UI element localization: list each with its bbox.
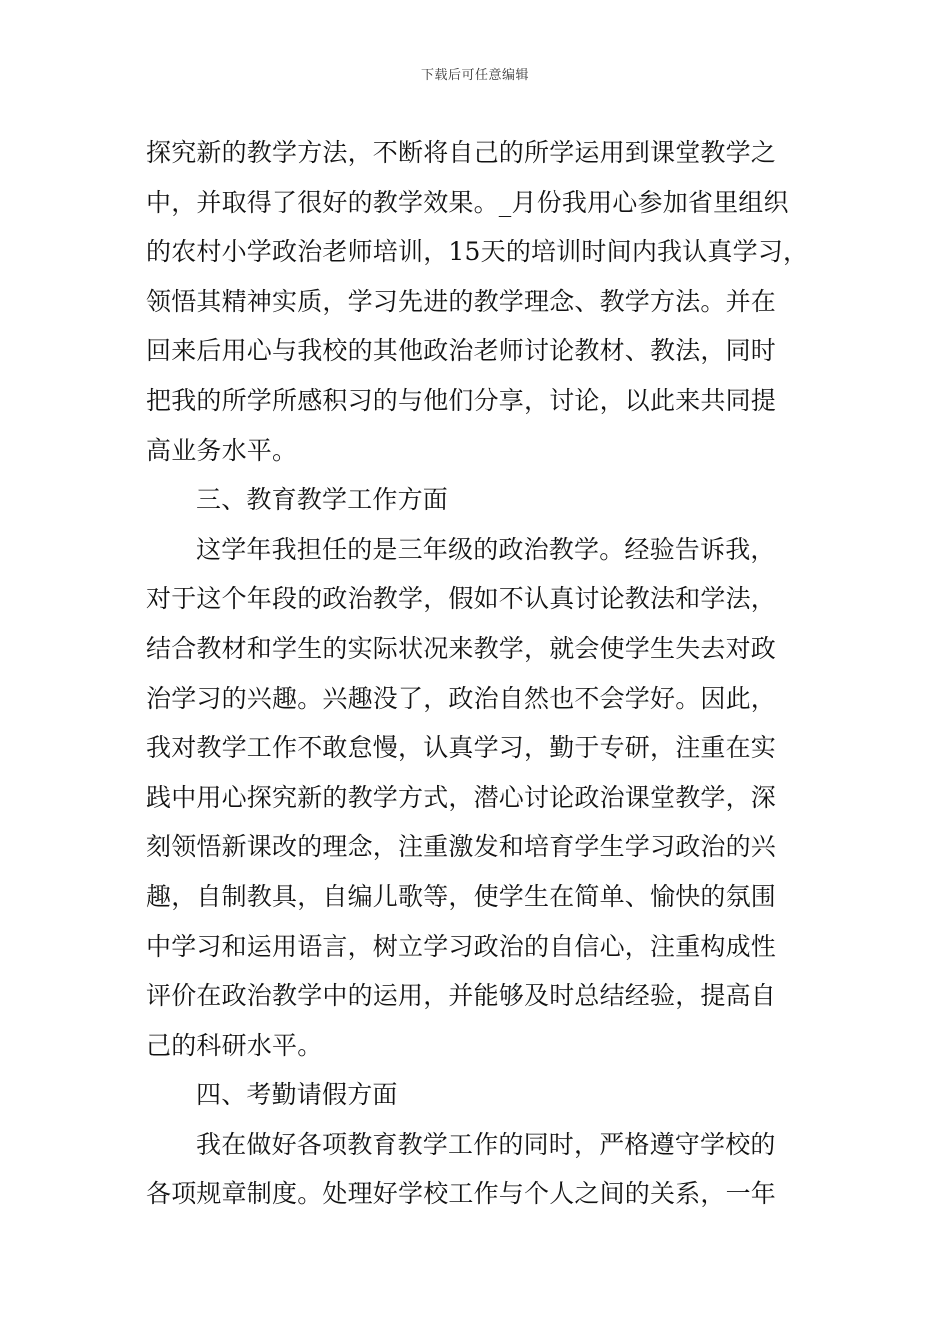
text-line: 各项规章制度。处理好学校工作与个人之间的关系，一年 [146, 1179, 777, 1209]
text-line: 我对教学工作不敢怠慢，认真学习，勤于专研，注重在实 [146, 733, 777, 763]
text-line: 探究新的教学方法，不断将自己的所学运用到课堂教学之 [146, 138, 777, 167]
text-line: 三、教育教学工作方面 [196, 485, 449, 515]
text-line: 中学习和运用语言，树立学习政治的自信心，注重构成性 [146, 931, 777, 961]
text-line: 中，并取得了很好的教学效果。_月份我用心参加省里组织 [146, 187, 789, 217]
text-line: 结合教材和学生的实际状况来教学，就会使学生失去对政 [146, 633, 777, 663]
text-line: 回来后用心与我校的其他政治老师讨论教材、教法，同时 [146, 336, 777, 366]
text-line: 四、考勤请假方面 [196, 1080, 398, 1110]
text-line: 己的科研水平。 [146, 1030, 323, 1060]
text-line: 刻领悟新课改的理念，注重激发和培育学生学习政治的兴 [146, 832, 777, 862]
text-line: 践中用心探究新的教学方式，潜心讨论政治课堂教学，深 [146, 782, 777, 812]
text-line: 高业务水平。 [146, 435, 298, 465]
text-line: 对于这个年段的政治教学，假如不认真讨论教法和学法， [146, 584, 777, 614]
text-line: 评价在政治教学中的运用，并能够及时总结经验，提高自 [146, 981, 777, 1011]
text-line: 治学习的兴趣。兴趣没了，政治自然也不会学好。因此， [146, 683, 777, 713]
page-header: 下载后可任意编辑 [420, 68, 529, 83]
text-line: 领悟其精神实质，学习先进的教学理念、教学方法。并在 [146, 286, 777, 316]
document-body [146, 128, 826, 1219]
text-line: 趣，自制教具，自编儿歌等，使学生在简单、愉快的氛围 [146, 881, 777, 911]
text-line: 这学年我担任的是三年级的政治教学。经验告诉我， [196, 534, 776, 564]
text-line: 的农村小学政治老师培训，15天的培训时间内我认真学习， [146, 237, 809, 267]
text-line: 我在做好各项教育教学工作的同时，严格遵守学校的 [196, 1129, 776, 1159]
text-line: 把我的所学所感积习的与他们分享，讨论，以此来共同提 [146, 385, 777, 415]
